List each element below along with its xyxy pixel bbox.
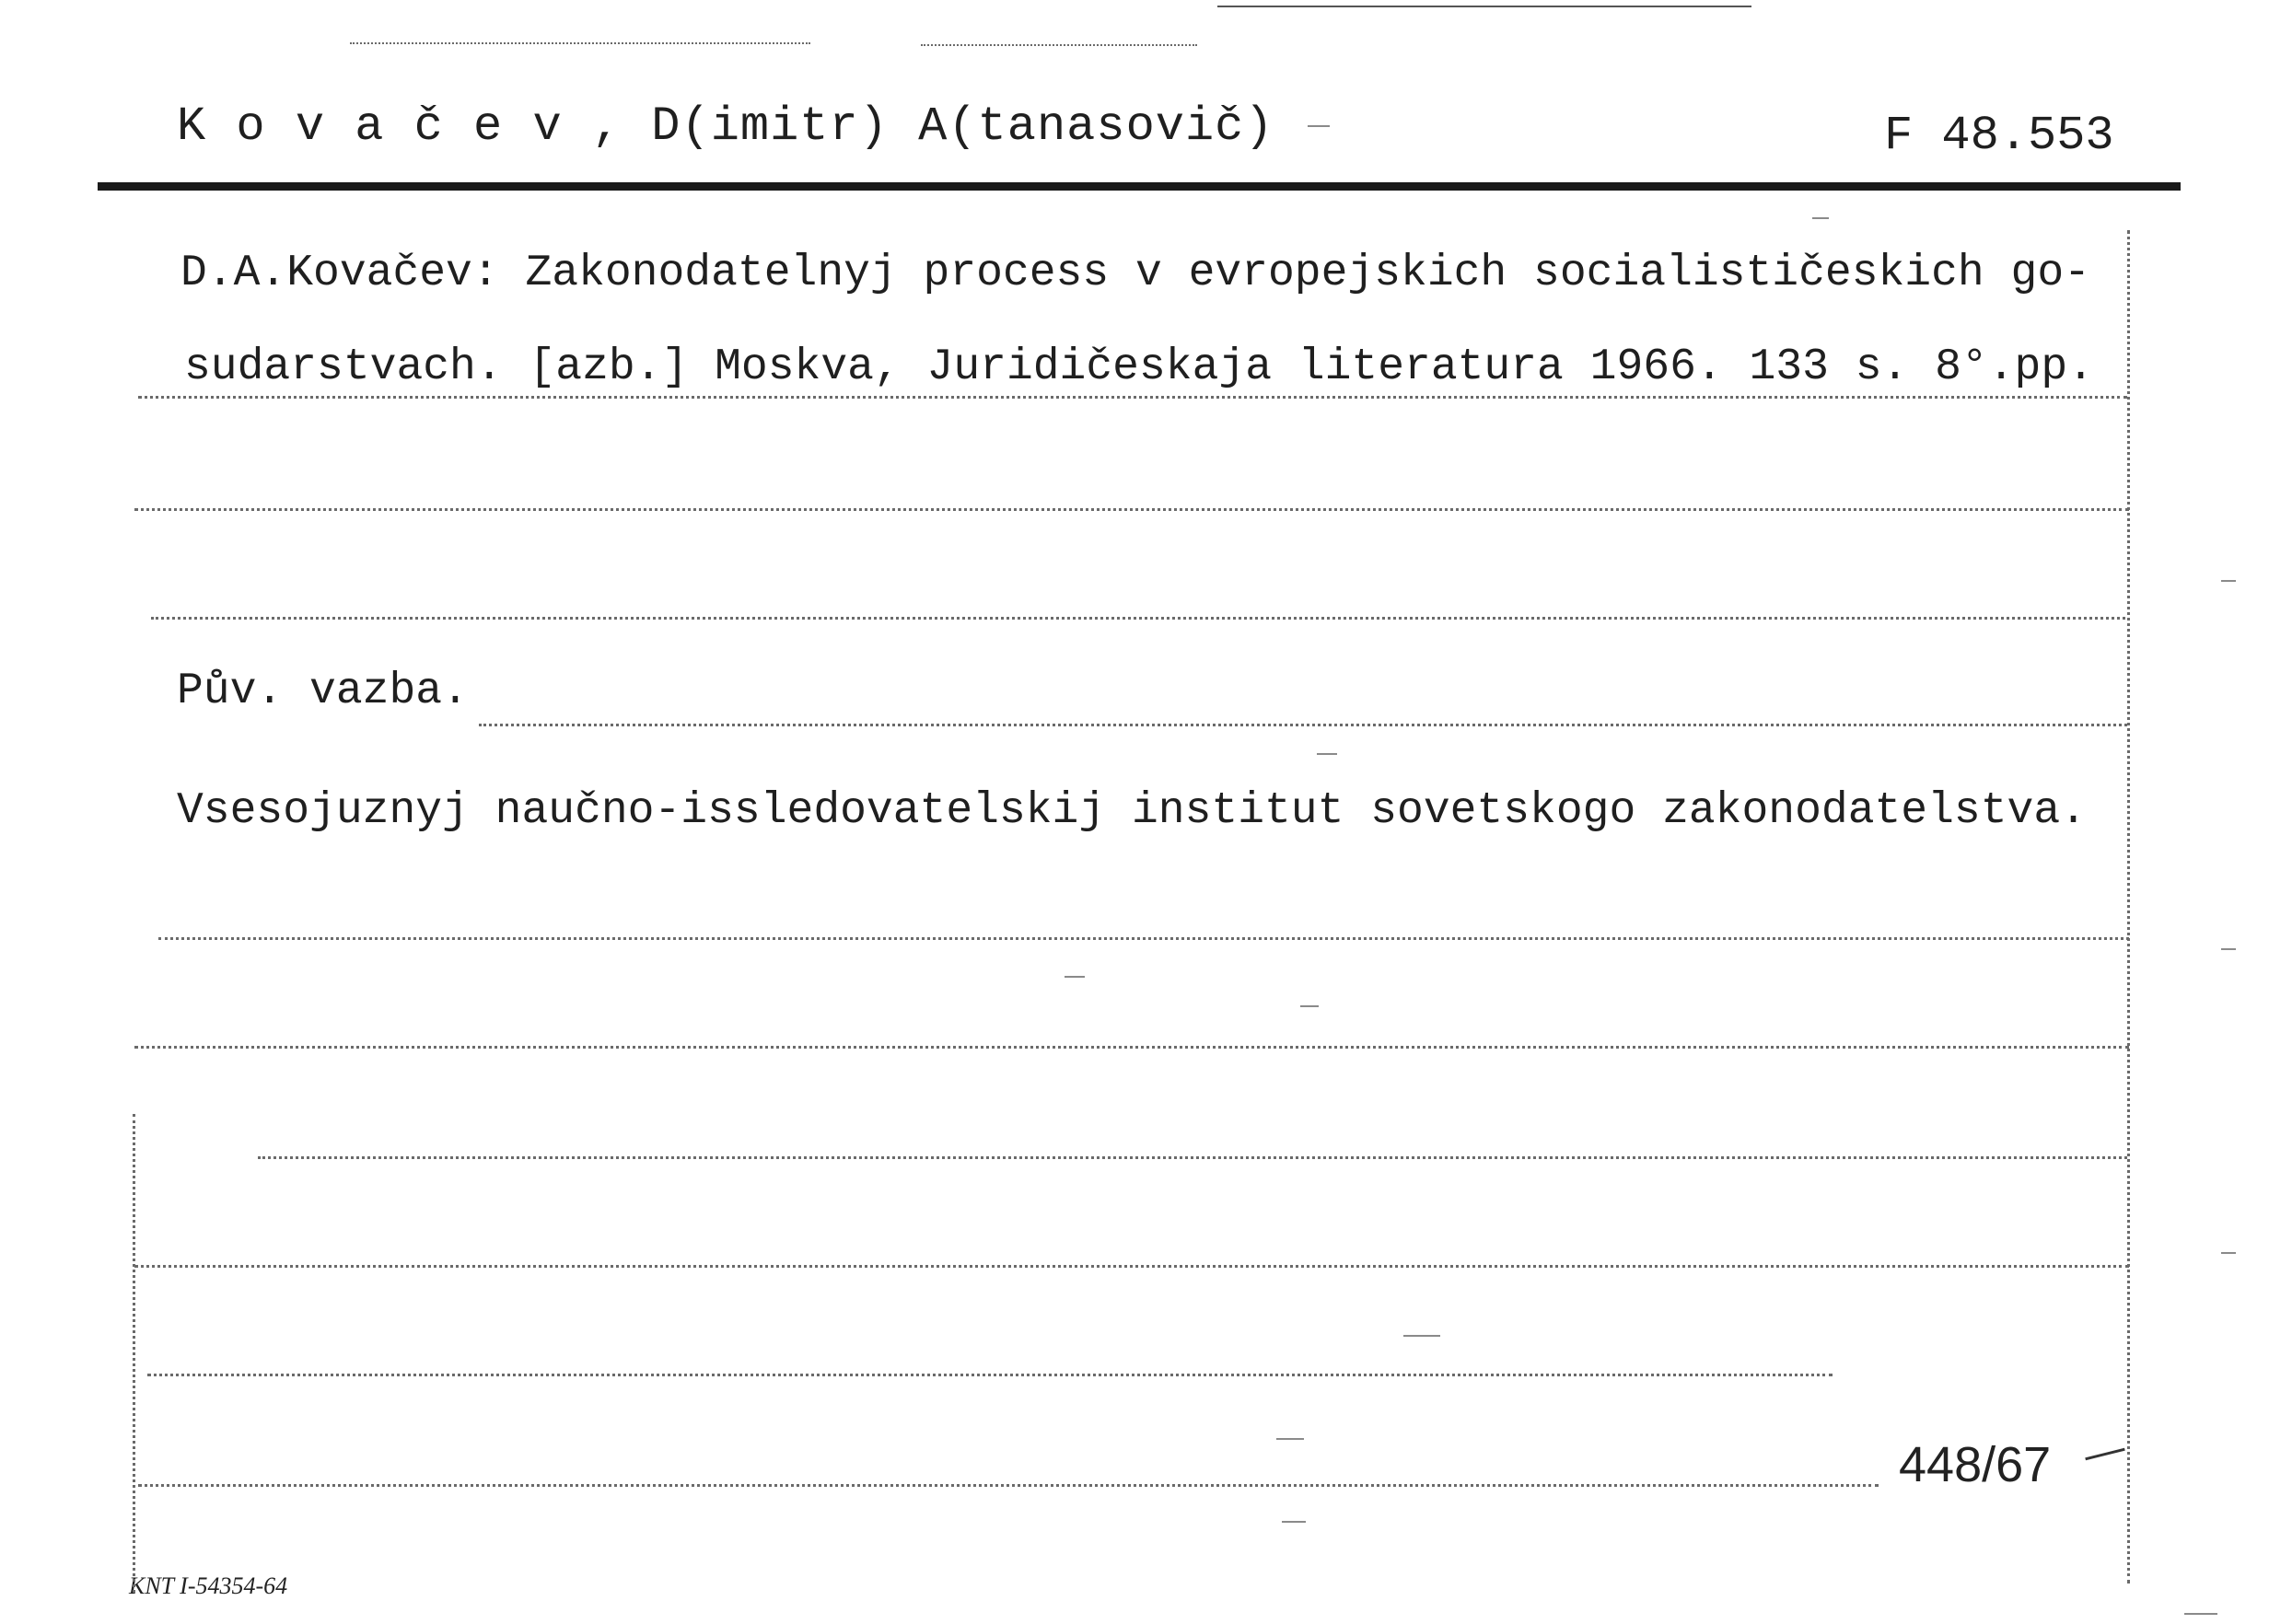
description-line-1: D.A.Kovačev: Zakonodatelnyj process v evropejskich socialističeskich go- bbox=[180, 249, 2090, 298]
heading-rule bbox=[98, 182, 2181, 191]
speck bbox=[1065, 976, 1085, 978]
scan-mark bbox=[350, 42, 810, 44]
speck bbox=[1300, 1005, 1319, 1007]
left-margin-dots bbox=[133, 1114, 135, 1593]
ruled-line bbox=[258, 1156, 2127, 1159]
speck bbox=[2221, 948, 2236, 950]
description-line-2: sudarstvach. [azb.] Moskva, Juridičeskaja literatura 1966. 133 s. 8°.pp. bbox=[184, 342, 2094, 392]
ruled-line bbox=[134, 1265, 2129, 1268]
speck bbox=[2221, 1252, 2236, 1254]
ruled-line bbox=[158, 937, 2129, 940]
ruled-line bbox=[134, 1046, 2129, 1049]
ruled-line bbox=[134, 508, 2129, 511]
accession-number: 448/67 bbox=[1899, 1437, 2052, 1492]
author-heading: K o v a č e v , D(imitr) A(tanasovič) bbox=[177, 99, 1274, 154]
printer-mark: KNT I-54354-64 bbox=[129, 1572, 288, 1599]
top-faint-rule bbox=[1217, 6, 1751, 7]
ruled-line bbox=[151, 617, 2125, 620]
ruled-line bbox=[138, 396, 2127, 399]
ruled-line bbox=[138, 1484, 1879, 1487]
speck bbox=[1276, 1438, 1304, 1440]
right-margin-dots bbox=[2127, 230, 2130, 1583]
provenance-note: Vsesojuznyj naučno-issledovatelskij institut sovetskogo zakonodatelstva. bbox=[177, 786, 2087, 836]
speck bbox=[1317, 753, 1337, 755]
speck bbox=[2221, 580, 2236, 582]
scan-mark bbox=[921, 44, 1197, 46]
shelfmark: F 48.553 bbox=[1884, 109, 2114, 163]
binding-note: Pův. vazba. bbox=[177, 667, 469, 716]
speck bbox=[1282, 1521, 1306, 1523]
speck bbox=[2184, 1613, 2217, 1615]
ruled-line bbox=[147, 1374, 1833, 1376]
accession-tick-mark bbox=[2085, 1448, 2124, 1461]
speck bbox=[1403, 1335, 1440, 1337]
speck bbox=[1812, 217, 1829, 219]
speck bbox=[1308, 125, 1330, 127]
ruled-line bbox=[479, 724, 2127, 726]
